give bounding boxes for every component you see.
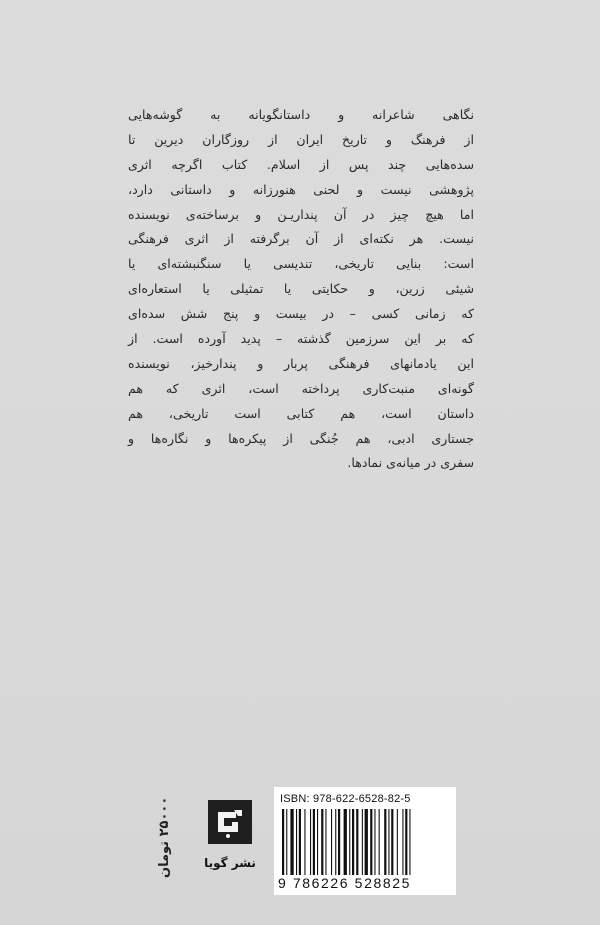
blurb-line: است: بنایی تاریخی، تندیسی یا سنگنبشته‌ای یا xyxy=(128,256,474,272)
back-cover-blurb xyxy=(128,103,474,476)
blurb-line: سده‌هایی چند پس از اسلام. کتاب اگرچه اثری xyxy=(128,156,474,172)
price-label: ۲۵۰۰۰ تومان xyxy=(157,796,172,878)
isbn-label: ISBN: 978-622-6528-82-5 xyxy=(280,793,411,805)
barcode-panel xyxy=(274,787,456,895)
blurb-line: این یادمانهای فرهنگی پربار و پندارخیز، نویسنده xyxy=(128,355,474,371)
goya-logo-icon xyxy=(208,800,252,844)
blurb-line: نیست. هر نکته‌ای از آن برگرفته از اثری فرهنگی xyxy=(128,231,474,247)
barcode-digits: 9 786226 528825 xyxy=(278,875,411,891)
blurb-line: داستان است، هم کتابی است تاریخی، هم xyxy=(128,405,474,421)
blurb-line: سفری در میانه‌ی نمادها. xyxy=(347,455,474,471)
blurb-line: پژوهشی نیست و لحنی هنورزانه و داستانی دارد، xyxy=(128,181,474,197)
blurb-line: گونه‌ای منبت‌کاری پرداخته است، اثری که هم xyxy=(128,380,474,396)
publisher-block xyxy=(200,800,260,890)
blurb-line: اما هیچ چیز در آن پنداریـن و برساخته‌ی نویسنده xyxy=(128,206,474,222)
blurb-line: شیئی زرین، و حکایتی یا تمثیلی یا استعاره‌ای xyxy=(128,281,474,297)
publisher-name: نشر گویا xyxy=(204,856,256,870)
barcode-icon xyxy=(280,809,450,875)
blurb-line: که زمانی کسی – در بیست و پنج شش سده‌ای xyxy=(128,306,474,322)
blurb-line: از فرهنگ و تاریخ ایران از روزگاران دیرین تا xyxy=(128,131,474,147)
blurb-line: جستاری ادبی، هم جُنگی از پیکره‌ها و نگاره‌ها و xyxy=(128,430,474,446)
blurb-line: نگاهی شاعرانه و داستانگویانه به گوشه‌هایی xyxy=(128,107,474,122)
blurb-line: که بر این سرزمین گذشته – پدید آورده است. از xyxy=(128,331,474,347)
